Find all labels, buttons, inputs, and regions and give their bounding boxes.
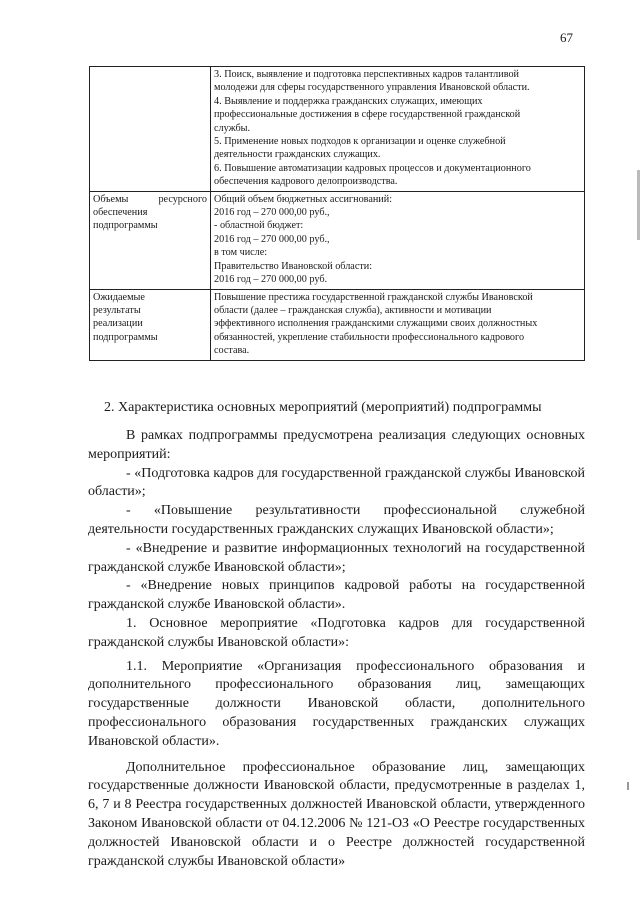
tasks-line: 4. Выявление и поддержка гражданских служащих, имеющих: [214, 95, 483, 107]
label-line: Объемы ресурсного: [93, 193, 207, 205]
results-line: Повышение престижа государственной гражданской службы Ивановской: [214, 291, 533, 303]
scan-margin-mark: [627, 782, 629, 790]
table-cell-results: [211, 289, 585, 360]
tasks-line: 3. Поиск, выявление и подготовка перспективных кадров талантливой: [214, 69, 519, 80]
resources-line: 2016 год – 270 000,00 руб.,: [214, 207, 330, 219]
page-number: 67: [560, 30, 573, 45]
results-line: обязанностей, укрепление стабильности профессионального кадрового: [214, 331, 525, 343]
paragraph: - «Повышение результативности профессиональной служебной деятельности государственных гражданских служащих Ивановской области»;: [88, 503, 585, 537]
paragraph: - «Подготовка кадров для государственной гражданской службы Ивановской области»;: [88, 465, 585, 500]
tasks-line: 6. Повышение автоматизации кадровых процессов и документационного: [214, 162, 531, 174]
body-text: [88, 427, 585, 871]
results-line: состава.: [214, 345, 250, 357]
results-line: эффективного исполнения гражданскими служащими своих должностных: [214, 318, 538, 330]
label-line: обеспечения: [93, 207, 148, 219]
tasks-line: службы.: [214, 122, 251, 134]
resources-line: Правительство Ивановской области:: [214, 260, 373, 272]
tasks-line: деятельности гражданских служащих.: [214, 149, 381, 161]
label-line: подпрограммы: [93, 331, 158, 343]
table-row-expected-results: [90, 289, 585, 360]
paragraph: Дополнительное профессиональное образование лиц, замещающих государственные должности Ивановской области, предусмотренные в разделах 1, 6, 7 и 8 Реестра государственных должностей Ивановской области, утвержденного Законом Ивановской области от 04.12.2006 № 121-ОЗ «О Реестре государственных должностей Ивановской области и о Реестре должностей государственной гражданской службы Ивановской области»: [88, 759, 585, 869]
table-cell-results-label: [90, 289, 211, 360]
table-cell-label-empty: [90, 67, 211, 192]
resources-line: в том числе:: [214, 247, 268, 259]
tasks-line: обеспечения кадрового делопроизводства.: [214, 176, 398, 188]
label-line: подпрограммы: [93, 220, 158, 232]
paragraph: - «Внедрение и развитие информационных технологий на государственной гражданской службе Ивановской области»;: [88, 540, 585, 575]
section-title: 2. Характеристика основных мероприятий (мероприятий) подпрограммы: [104, 400, 542, 415]
resources-line: Общий объем бюджетных ассигнований:: [214, 193, 393, 205]
label-line: Ожидаемые: [93, 291, 145, 303]
paragraph: 1. Основное мероприятие «Подготовка кадров для государственной гражданской службы Ивановской области»:: [88, 615, 585, 650]
tasks-line: профессиональные достижения в сфере государственной гражданской: [214, 109, 521, 121]
resources-line: - областной бюджет:: [214, 220, 304, 232]
subprogram-passport-table: [89, 66, 585, 361]
resources-line: 2016 год – 270 000,00 руб.: [214, 274, 328, 286]
table-row-tasks: [90, 67, 585, 192]
results-line: области (далее – гражданская служба), активности и мотивации: [214, 304, 492, 316]
label-line: реализации: [93, 318, 143, 330]
table-row-resources: [90, 191, 585, 289]
table-cell-resources: [211, 191, 585, 289]
tasks-line: 5. Применение новых подходов к организации и оценке служебной: [214, 136, 506, 148]
tasks-line: молодежи для сферы государственного управления Ивановской области.: [214, 82, 530, 94]
paragraph: - «Внедрение новых принципов кадровой работы на государственной гражданской службе Ивановской области».: [88, 578, 585, 613]
label-line: результаты: [93, 304, 141, 316]
paragraph: В рамках подпрограммы предусмотрена реализация следующих основных мероприятий:: [88, 428, 585, 462]
table-cell-tasks: [211, 67, 585, 192]
paragraph: 1.1. Мероприятие «Организация профессионального образования и дополнительного профессионального образования лиц, замещающих государственные должности Ивановской области, дополнительного профессионального образования государственных гражданских служащих Ивановской области».: [88, 658, 585, 749]
resources-line: 2016 год – 270 000,00 руб.,: [214, 233, 330, 245]
table-cell-resources-label: [90, 191, 211, 289]
